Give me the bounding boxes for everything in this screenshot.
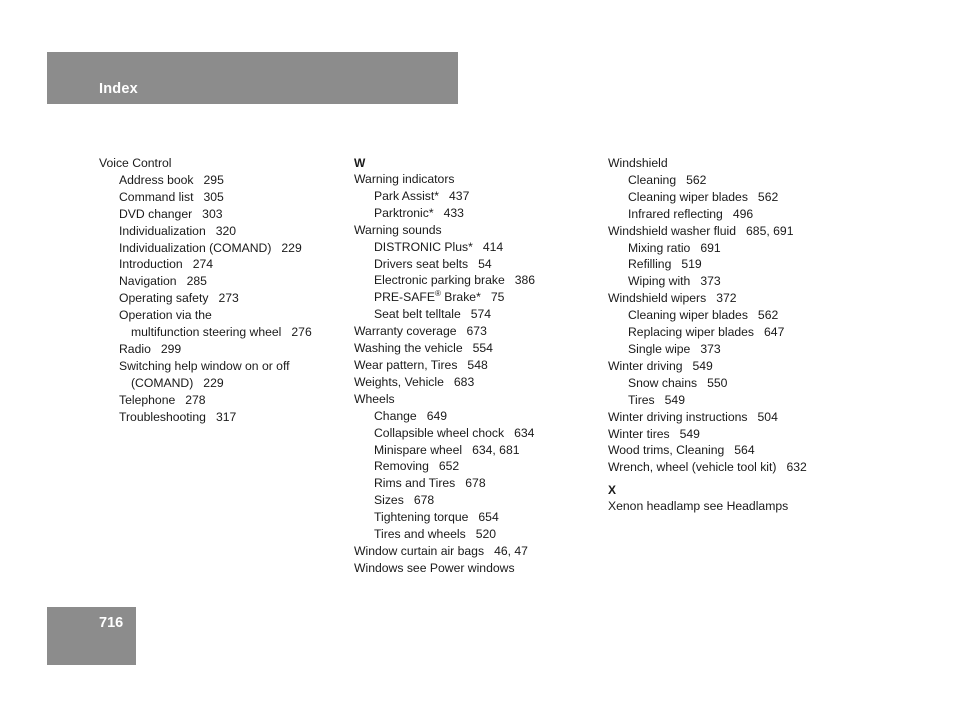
index-term: (COMAND) [131, 375, 194, 390]
index-entry [354, 222, 594, 239]
index-term: Wrench, wheel (vehicle tool kit) [608, 460, 777, 475]
index-term: Electronic parking brake [374, 273, 505, 288]
index-term: Navigation [119, 274, 177, 289]
index-term: Command list [119, 189, 194, 204]
index-subentry [99, 409, 339, 426]
index-subentry [99, 240, 339, 257]
index-term: Single wipe [628, 341, 691, 356]
index-entry [354, 357, 594, 374]
page-reference: 373 [700, 274, 721, 289]
index-subentry [99, 256, 339, 273]
page-reference: 276 [291, 325, 312, 340]
index-subentry [354, 475, 594, 492]
index-subentry [99, 358, 339, 375]
index-subentry [608, 273, 848, 290]
index-term: Operating safety [119, 291, 209, 306]
page-reference: 678 [413, 493, 435, 508]
page-reference: 278 [185, 392, 206, 407]
page-reference: 654 [478, 510, 499, 525]
index-subentry [99, 307, 339, 324]
index-term: Tires and wheels [374, 527, 466, 542]
index-entry [608, 442, 848, 459]
index-term: Window curtain air bags [354, 543, 485, 558]
index-subentry [354, 425, 594, 442]
index-subentry [354, 492, 594, 509]
index-entry [608, 426, 848, 443]
index-subentry [354, 306, 594, 323]
index-entry [354, 560, 594, 577]
index-term: Voice Control [99, 156, 172, 170]
index-term: Windows see Power windows [354, 560, 515, 575]
page-reference: 683 [453, 374, 475, 389]
index-term-suffix: Brake* [440, 290, 481, 305]
index-subentry [99, 324, 339, 341]
index-term: PRE-SAFE [374, 290, 435, 305]
page-reference: 305 [203, 189, 224, 204]
page-number: 716 [99, 615, 124, 631]
index-entry [608, 498, 848, 515]
page-reference: 274 [192, 257, 214, 272]
page-reference: 285 [186, 274, 207, 289]
index-term: Refilling [628, 257, 672, 272]
index-subentry [354, 526, 594, 543]
index-term: Wheels [354, 391, 395, 406]
index-term: Winter driving instructions [608, 409, 748, 424]
index-term: Replacing wiper blades [628, 325, 755, 340]
page-reference: 562 [757, 308, 779, 323]
page-reference: 273 [218, 291, 239, 306]
index-entry [354, 391, 594, 408]
page-reference: 549 [679, 426, 700, 441]
index-subentry [608, 307, 848, 324]
index-entry [354, 374, 594, 391]
index-term: Operation via the [119, 308, 212, 323]
index-term: Winter tires [608, 426, 670, 441]
index-term: Change [374, 408, 417, 423]
index-subentry [608, 392, 848, 409]
index-subentry [354, 442, 594, 459]
footer-box [47, 607, 136, 665]
index-term: Infrared reflecting [628, 206, 723, 221]
page-reference: 647 [764, 325, 785, 340]
page-reference: 54 [478, 256, 492, 271]
index-term: Snow chains [628, 375, 698, 390]
page-reference: 372 [716, 291, 737, 306]
index-term: Seat belt telltale [374, 307, 461, 322]
index-entry [354, 323, 594, 340]
page-reference: 229 [203, 375, 224, 390]
page-reference: 673 [466, 324, 487, 339]
index-term: Mixing ratio [628, 240, 691, 255]
index-subentry [99, 341, 339, 358]
page-reference: 295 [203, 172, 224, 187]
index-subentry [608, 206, 848, 223]
page-reference: 634 [514, 425, 535, 440]
page-reference: 519 [681, 257, 702, 272]
index-term: Tires [628, 392, 655, 407]
page-reference: 414 [482, 239, 504, 254]
index-term: multifunction steering wheel [131, 325, 282, 340]
index-subentry [354, 509, 594, 526]
page-reference: 562 [757, 189, 779, 204]
index-term: Individualization (COMAND) [119, 240, 272, 255]
index-subentry [99, 223, 339, 240]
header-bar [47, 52, 458, 104]
page-reference: 320 [215, 223, 237, 238]
page-reference: 75 [490, 290, 505, 305]
index-subentry [354, 256, 594, 273]
page-reference: 433 [443, 205, 464, 220]
page-reference: 46, 47 [494, 543, 528, 558]
page-reference: 685, 691 [746, 223, 794, 238]
page-reference: 678 [465, 476, 486, 491]
index-term: Washing the vehicle [354, 341, 463, 356]
index-subentry [99, 375, 339, 392]
index-term: Rims and Tires [374, 476, 456, 491]
index-subentry [354, 239, 594, 256]
index-subentry [608, 172, 848, 189]
index-term: Cleaning wiper blades [628, 308, 748, 323]
page-title: Index [99, 81, 138, 97]
page-reference: 574 [470, 307, 492, 322]
page-reference: 548 [467, 357, 488, 372]
index-term: Individualization [119, 223, 206, 238]
page-reference: 632 [786, 460, 807, 475]
index-term: Tightening torque [374, 510, 469, 525]
page-reference: 317 [215, 409, 237, 424]
index-subentry [99, 172, 339, 189]
index-subentry [608, 341, 848, 358]
index-term: Introduction [119, 257, 183, 272]
index-subentry [608, 256, 848, 273]
page-reference: 562 [686, 172, 707, 187]
index-entry [608, 223, 848, 240]
index-subentry [99, 189, 339, 206]
page-reference: 520 [475, 527, 497, 542]
index-entry [354, 340, 594, 357]
index-term: Troubleshooting [119, 409, 206, 424]
index-term: Warning sounds [354, 222, 442, 237]
index-term: Wiping with [628, 274, 691, 289]
page-reference: 652 [438, 459, 460, 474]
index-entry [354, 171, 594, 188]
index-letter-heading: X [608, 483, 617, 498]
page-reference: 634, 681 [472, 442, 520, 457]
index-term: Removing [374, 459, 429, 474]
index-column-3 [608, 155, 848, 515]
index-term: Minispare wheel [374, 442, 463, 457]
index-subentry [354, 272, 594, 289]
index-term: Sizes [374, 493, 404, 508]
index-subentry [354, 205, 594, 222]
index-subentry [99, 273, 339, 290]
index-term: Wood trims, Cleaning [608, 443, 725, 458]
index-subentry [354, 188, 594, 205]
index-subentry [354, 408, 594, 425]
page-reference: 373 [700, 341, 721, 356]
index-term: Windshield washer fluid [608, 223, 737, 238]
index-subentry [608, 240, 848, 257]
index-term: Telephone [119, 392, 176, 407]
page-reference: 550 [707, 375, 728, 390]
index-entry [99, 155, 339, 172]
index-term: Cleaning wiper blades [628, 189, 748, 204]
index-letter-heading: W [354, 156, 366, 170]
page-reference: 554 [472, 341, 493, 356]
page-reference: 386 [514, 273, 536, 288]
index-term: Park Assist* [374, 188, 440, 203]
index-entry [608, 409, 848, 426]
page-reference: 549 [664, 392, 685, 407]
index-term: Winter driving [608, 358, 683, 373]
index-subentry [354, 289, 594, 306]
index-term: Parktronic* [374, 205, 434, 220]
index-term: Warning indicators [354, 172, 455, 186]
index-column-1 [99, 155, 339, 426]
index-subentry [608, 375, 848, 392]
page-reference: 496 [732, 206, 754, 221]
page-reference: 229 [281, 240, 302, 255]
index-subentry [99, 392, 339, 409]
page-reference: 691 [700, 240, 721, 255]
index-column-2 [354, 155, 594, 577]
index-subentry [99, 206, 339, 223]
index-term: Drivers seat belts [374, 256, 469, 271]
index-term: Cleaning [628, 172, 677, 187]
index-entry [608, 155, 848, 172]
index-term: Wear pattern, Tires [354, 357, 458, 372]
index-subentry [99, 290, 339, 307]
index-subentry [608, 189, 848, 206]
index-term: Warranty coverage [354, 324, 457, 339]
index-term: Radio [119, 341, 151, 356]
index-subentry [608, 324, 848, 341]
page-reference: 303 [202, 206, 223, 221]
index-term: Windshield [608, 156, 668, 170]
index-entry [354, 543, 594, 560]
index-term: Weights, Vehicle [354, 374, 444, 389]
index-term: Address book [119, 172, 194, 187]
page-reference: 649 [426, 408, 448, 423]
index-term: Windshield wipers [608, 291, 707, 306]
index-term: Xenon headlamp see Headlamps [608, 499, 789, 514]
index-entry [608, 459, 848, 476]
page-reference: 564 [734, 443, 755, 458]
page-reference: 437 [449, 188, 470, 203]
index-entry [608, 290, 848, 307]
page-reference: 504 [757, 409, 778, 424]
index-subentry [354, 458, 594, 475]
index-term: DVD changer [119, 206, 193, 221]
index-term: Collapsible wheel chock [374, 425, 505, 440]
page-reference: 299 [160, 341, 182, 356]
page-reference: 549 [692, 358, 713, 373]
index-entry [608, 358, 848, 375]
registered-mark: ® [434, 289, 441, 299]
index-term: DISTRONIC Plus* [374, 239, 473, 254]
index-term: Switching help window on or off [119, 358, 290, 373]
